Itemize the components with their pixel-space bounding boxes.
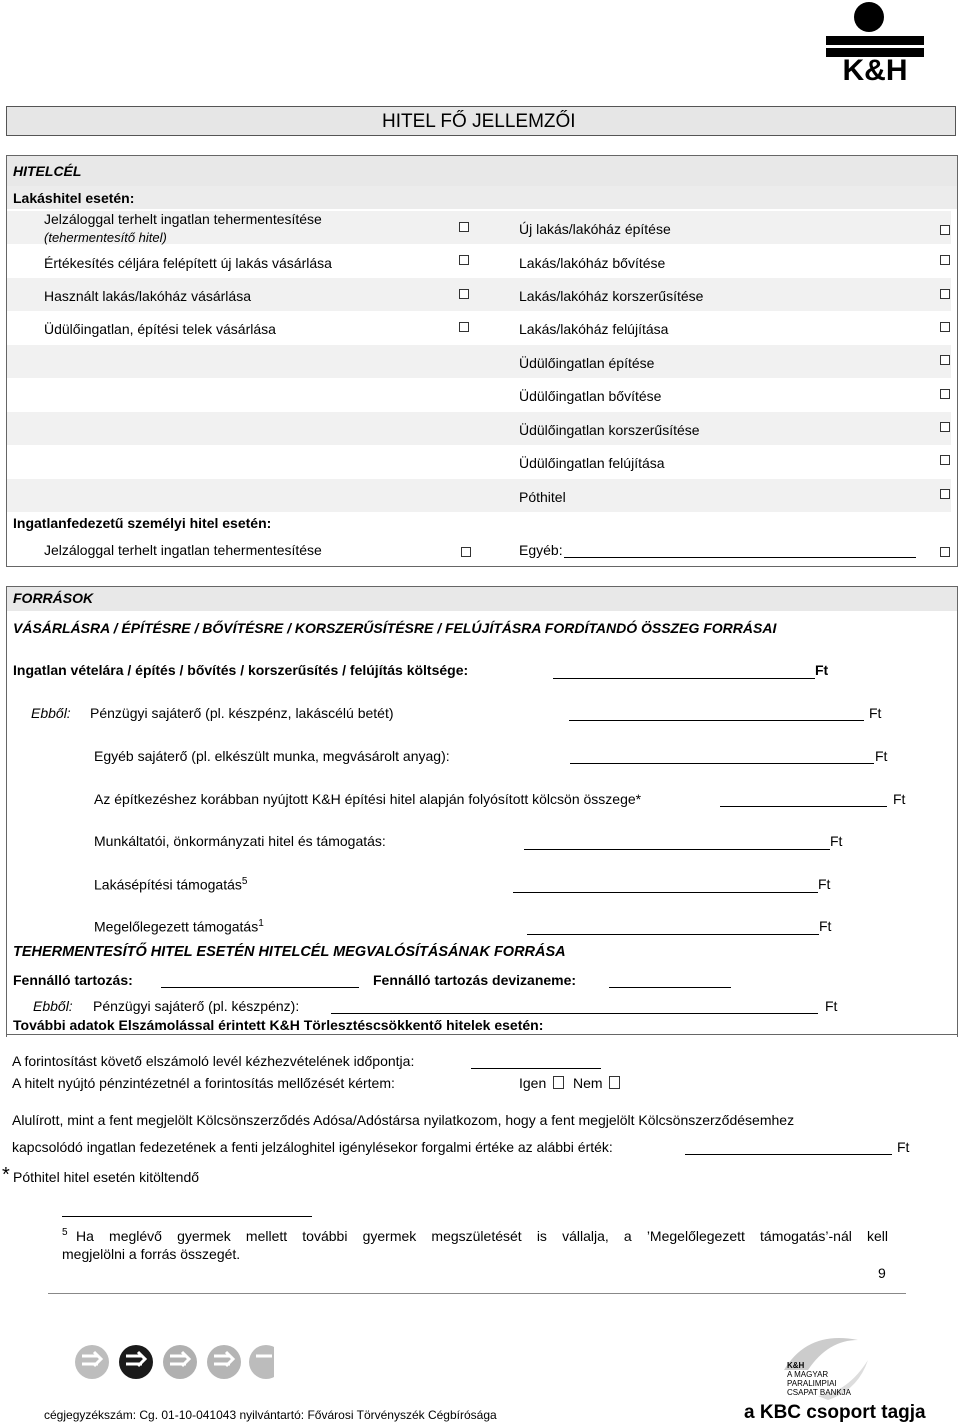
letter-date-label: A forintosítást követő elszámoló levél kézhezvételének időpontja: (12, 1053, 415, 1069)
sources-section (6, 586, 958, 1037)
yes-option: Igen (519, 1075, 564, 1091)
right-item-5: Üdülőingatlan bővítése (519, 388, 662, 404)
footnote-text-1: Ha meglévő gyermek mellett további gyermek megszületését is vállalja, a ’Megelőlegezett támogatás’-nál kell (76, 1228, 888, 1244)
footnote-text-2: megjelölni a forrás összegét. (62, 1246, 241, 1262)
cost-input-line[interactable] (553, 678, 815, 679)
own-cash-label: Pénzügyi sajáterő (pl. készpénz): (93, 998, 300, 1014)
prior-loan-currency: Ft (893, 791, 906, 807)
right-item-3: Lakás/lakóház felújítása (519, 321, 669, 337)
own-cash-line[interactable] (331, 1013, 818, 1014)
own-funds-line[interactable] (569, 720, 864, 721)
other-own-line[interactable] (570, 763, 874, 764)
left-item-0: Jelzáloggal terhelt ingatlan tehermentesítése (44, 211, 322, 227)
housing-subsidy-currency: Ft (818, 876, 831, 892)
left-item-2: Használt lakás/lakóház vásárlása (44, 288, 251, 304)
declaration-line-1: Alulírott, mint a fent megjelölt Kölcsönszerződés Adósa/Adóstársa nyilatkozom, hogy a fent megjelölt Kölcsönszerződésemhez (12, 1112, 795, 1128)
prior-loan-line[interactable] (720, 806, 887, 807)
employer-loan-line[interactable] (524, 849, 830, 850)
right-item-2: Lakás/lakóház korszerűsítése (519, 288, 704, 304)
own-funds-label: Pénzügyi sajáterő (pl. készpénz, lakáscélú betét) (90, 705, 394, 721)
kbc-tagline: a KBC csoport tagja (744, 1402, 926, 1423)
advance-subsidy-currency: Ft (819, 918, 832, 934)
arrow-icons (74, 1342, 274, 1382)
checkbox-personal[interactable] (461, 547, 471, 557)
advance-subsidy-label: Megelőlegezett támogatás$^1$ (94, 918, 264, 935)
yes-checkbox[interactable] (553, 1076, 564, 1089)
letter-date-line[interactable] (471, 1068, 601, 1069)
left-item-note: (tehermentesítő hitel) (44, 230, 167, 245)
right-item-1: Lakás/lakóház bővítése (519, 255, 666, 271)
checkbox-right-4[interactable] (940, 355, 950, 365)
advance-subsidy-line[interactable] (527, 934, 819, 935)
checkbox-right-8[interactable] (940, 489, 950, 499)
refinance-heading: TEHERMENTESÍTŐ HITEL ESETÉN HITELCÉL MEGVALÓSÍTÁSÁNAK FORRÁSA (13, 944, 566, 960)
declaration-value-line[interactable] (685, 1154, 892, 1155)
other-own-currency: Ft (875, 748, 888, 764)
sponsor-text: K&H A MAGYAR PARALIMPIAI CSAPAT BANKJA (787, 1361, 852, 1397)
existing-debt-line[interactable] (161, 987, 359, 988)
personal-item: Jelzáloggal terhelt ingatlan tehermentesítése (44, 542, 322, 558)
purpose-heading: HITELCÉL (13, 163, 82, 179)
right-item-0: Új lakás/lakóház építése (519, 221, 671, 237)
prior-loan-label: Az építkezéshez korábban nyújtott K&H építési hitel alapján folyósított kölcsön összege* (94, 791, 642, 807)
checkbox-left-0[interactable] (459, 222, 469, 232)
existing-debt-currency-label: Fennálló tartozás devizaneme: (373, 972, 577, 988)
checkbox-left-3[interactable] (459, 322, 469, 332)
checkbox-right-3[interactable] (940, 322, 950, 332)
no-option: Nem (573, 1075, 620, 1091)
page-title: HITEL FŐ JELLEMZŐI (382, 111, 576, 132)
housing-subsidy-label: Lakásépítési támogatás$^5$ (94, 876, 248, 893)
left-item-3: Üdülőingatlan, építési telek vásárlása (44, 321, 276, 337)
waive-label: A hitelt nyújtó pénzintézetnél a forintosítás mellőzését kértem: (12, 1075, 395, 1091)
existing-debt-currency-line[interactable] (609, 987, 731, 988)
page-number: 9 (878, 1265, 886, 1281)
checkbox-right-1[interactable] (940, 255, 950, 265)
logo-text: K&H (842, 54, 908, 86)
checkbox-left-1[interactable] (459, 255, 469, 265)
home-loan-heading: Lakáshitel esetén: (13, 190, 135, 206)
footnote-star-text: Póthitel hitel esetén kitöltendő (13, 1169, 200, 1185)
registry-text: cégjegyzékszám: Cg. 01-10-041043 nyilvántartó: Fővárosi Törvényszék Cégbírósága (44, 1408, 497, 1422)
other-own-label: Egyéb sajáterő (pl. elkészült munka, megvásárolt anyag): (94, 748, 450, 764)
housing-subsidy-line[interactable] (513, 892, 818, 893)
of-which-label: Ebből: (31, 705, 71, 721)
settlement-heading: További adatok Elszámolással érintett K&H Törlesztéscsökkentő hitelek esetén: (13, 1017, 544, 1033)
right-item-6: Üdülőingatlan korszerűsítése (519, 422, 700, 438)
checkbox-right-5[interactable] (940, 389, 950, 399)
own-cash-currency: Ft (825, 998, 838, 1014)
footnote-number: 5 (62, 1227, 68, 1238)
declaration-line-2: kapcsolódó ingatlan fedezetének a fenti jelzáloghitel igénylésekor forgalmi értéke az alábbi érték: (12, 1139, 613, 1155)
declaration-currency: Ft (897, 1139, 910, 1155)
employer-loan-currency: Ft (830, 833, 843, 849)
checkbox-left-2[interactable] (459, 289, 469, 299)
no-checkbox[interactable] (609, 1076, 620, 1089)
own-funds-currency: Ft (869, 705, 882, 721)
purpose-section (6, 155, 958, 567)
footer-divider (48, 1293, 906, 1294)
refinance-of-which: Ebből: (33, 998, 73, 1014)
personal-loan-heading: Ingatlanfedezetű személyi hitel esetén: (13, 515, 272, 531)
title-bar (6, 106, 956, 136)
left-item-1: Értékesítés céljára felépített új lakás vásárlása (44, 255, 332, 271)
other-label: Egyéb: (519, 542, 563, 558)
checkbox-right-6[interactable] (940, 422, 950, 432)
checkbox-other[interactable] (940, 547, 950, 557)
kh-logo (818, 0, 928, 86)
cost-currency: Ft (815, 662, 829, 678)
footnote-divider (62, 1216, 312, 1217)
right-item-4: Üdülőingatlan építése (519, 355, 655, 371)
right-item-7: Üdülőingatlan felújítása (519, 455, 665, 471)
checkbox-right-0[interactable] (940, 225, 950, 235)
checkbox-right-7[interactable] (940, 455, 950, 465)
footnote-star: * (2, 1164, 10, 1186)
existing-debt-label: Fennálló tartozás: (13, 972, 133, 988)
right-item-8: Póthitel (519, 489, 566, 505)
checkbox-right-2[interactable] (940, 289, 950, 299)
cost-label: Ingatlan vételára / építés / bővítés / korszerűsítés / felújítás költsége: (13, 662, 469, 678)
sources-subheading: VÁSÁRLÁSRA / ÉPÍTÉSRE / BŐVÍTÉSRE / KORSZERŰSÍTÉSRE / FELÚJÍTÁSRA FORDÍTANDÓ ÖSSZEG FORRÁSAI (13, 620, 777, 636)
employer-loan-label: Munkáltatói, önkormányzati hitel és támogatás: (94, 833, 386, 849)
other-input-line[interactable] (564, 557, 916, 558)
sources-heading: FORRÁSOK (13, 590, 94, 606)
